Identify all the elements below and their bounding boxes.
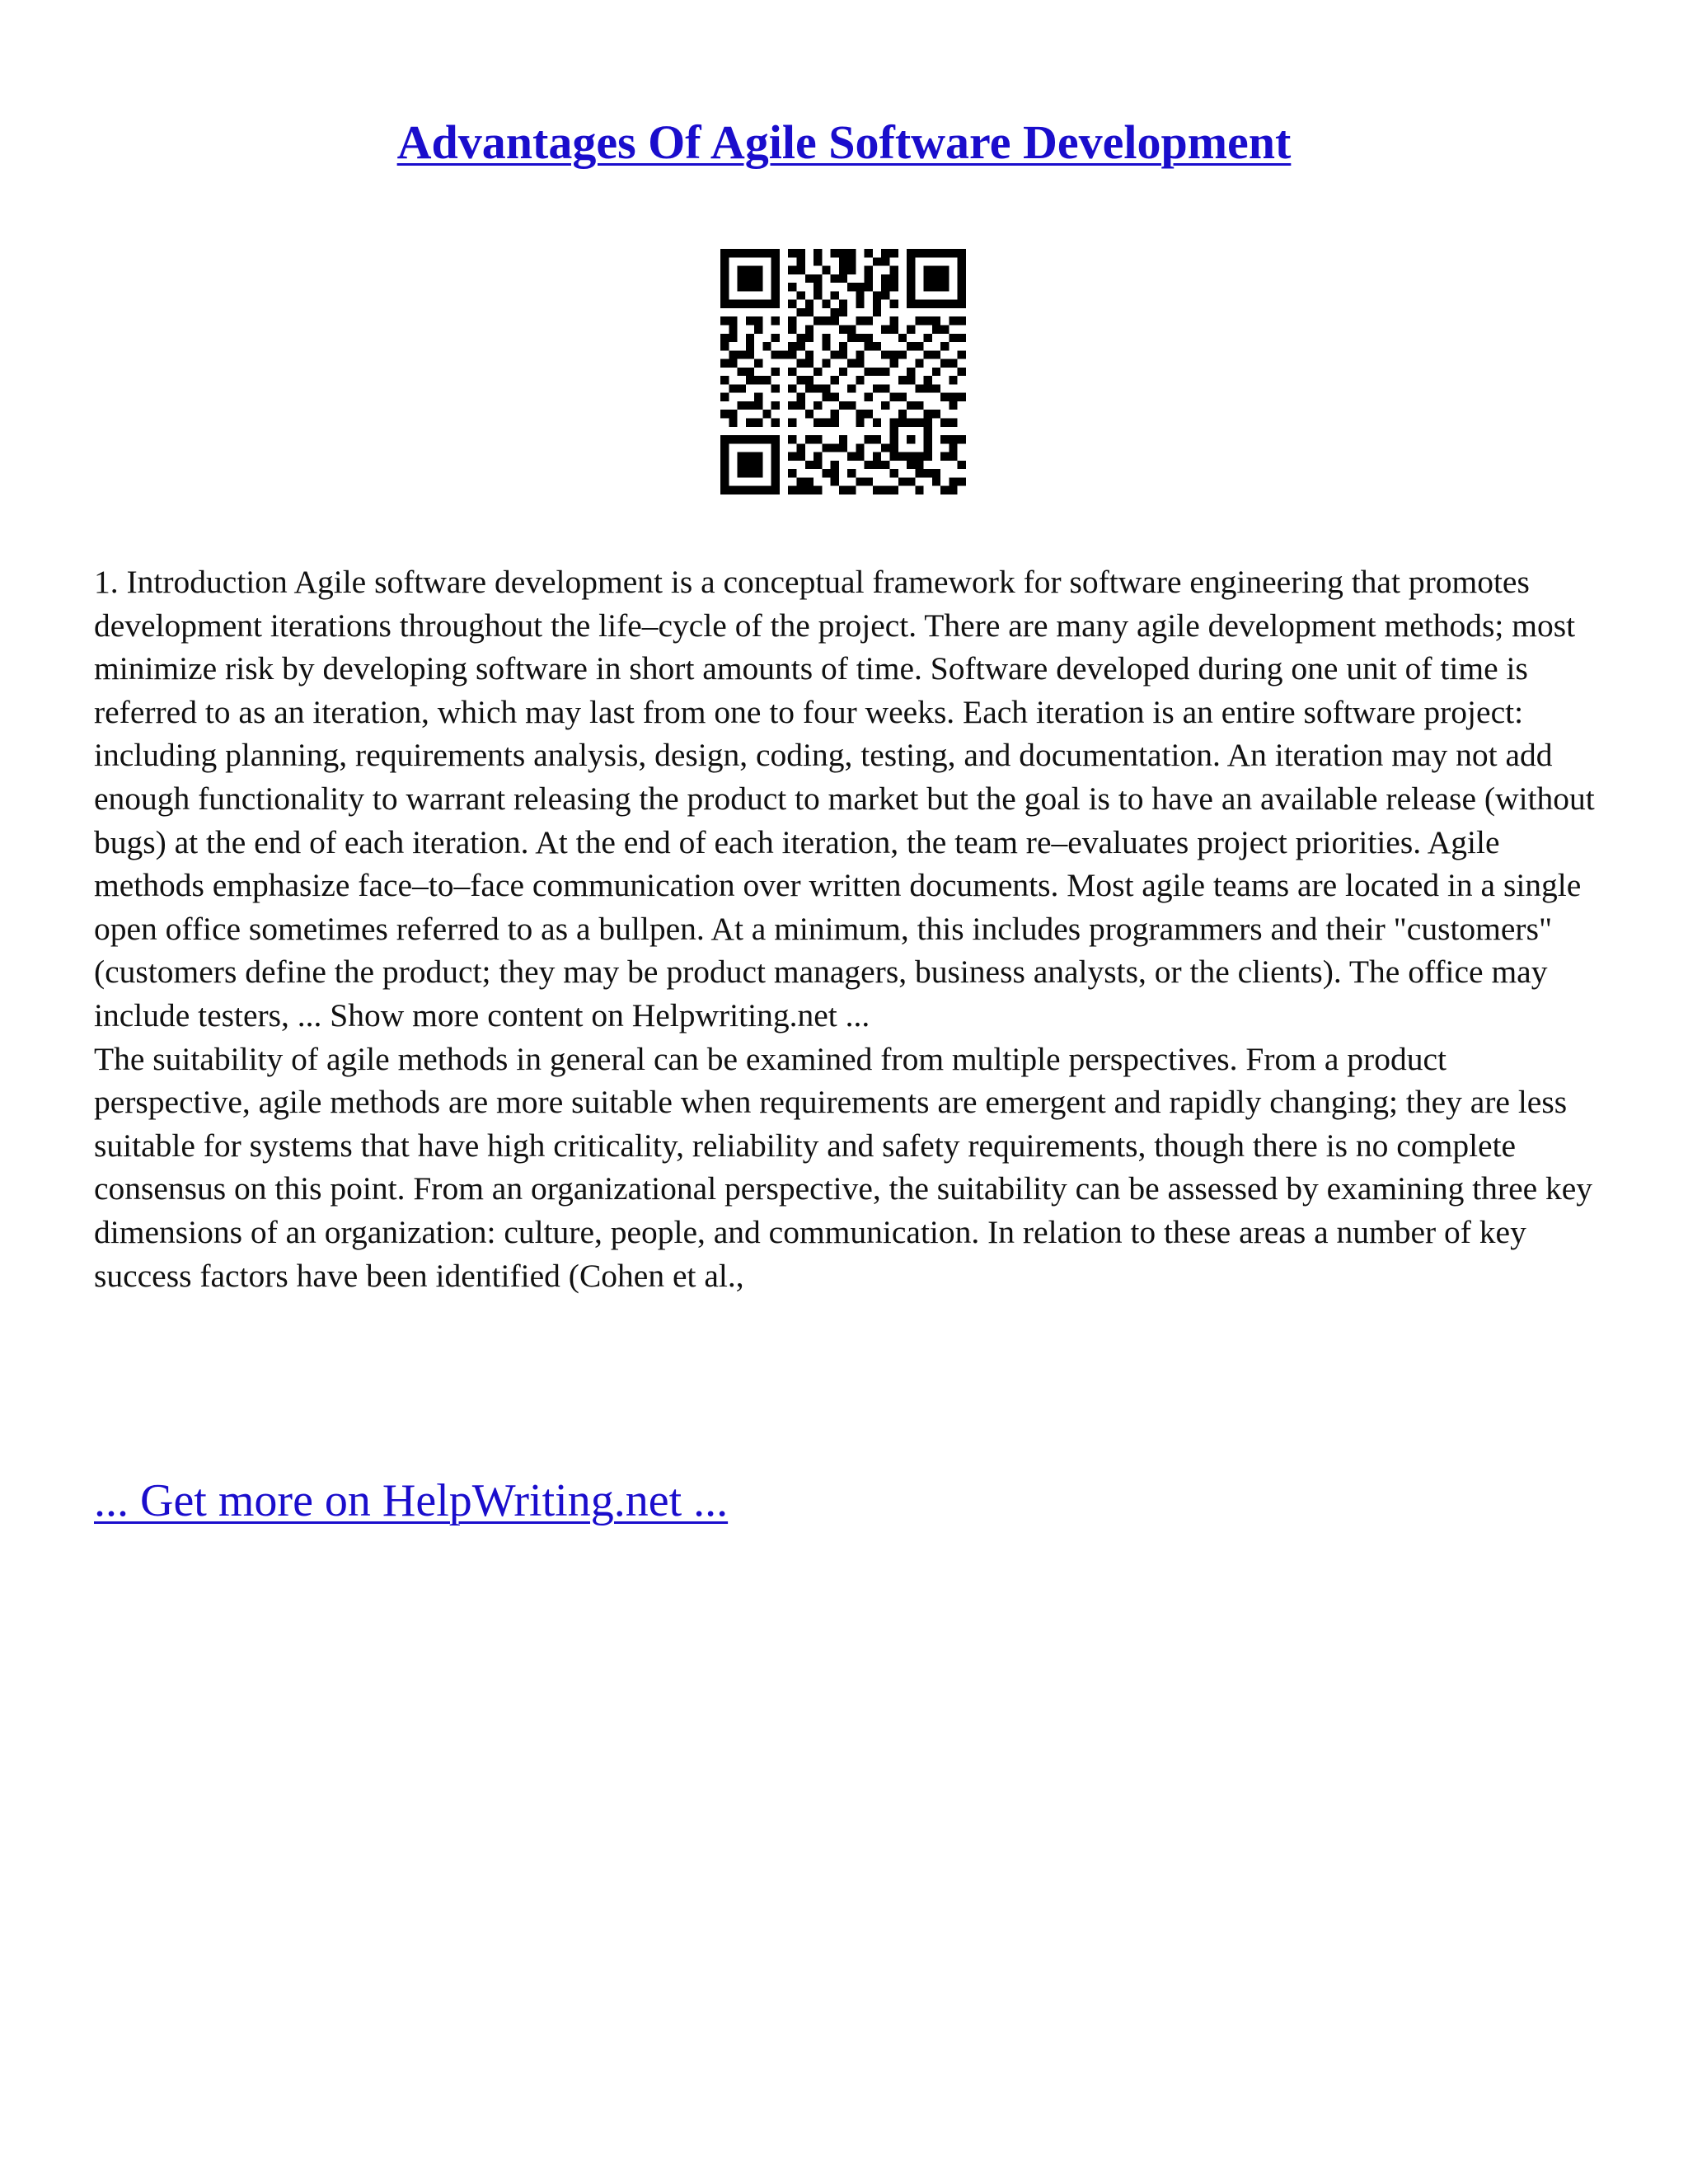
qr-code-icon: [720, 249, 966, 494]
document-title-link[interactable]: Advantages Of Agile Software Development: [396, 115, 1292, 169]
paragraph-suitability: The suitability of agile methods in general can be examined from multiple perspectives. From a product perspective, agile methods are more suitable when requirements are emergent and rapidly changing; they are less suitable for systems that have high criticality, reliability and safety requirements, though there is no complete consensus on this point. From an organizational perspective, the suitability can be assessed by examining three key dimensions of an organization: culture, people, and communication. In relation to these areas a number of key success factors have been identified (Cohen et al.,: [94, 1040, 1593, 1294]
paragraph-introduction: 1. Introduction Agile software development is a conceptual framework for software engineering that promotes development iterations throughout the life–cycle of the project. There are many agile development methods; most minimize risk by developing software in short amounts of time. Software developed during one unit of time is referred to as an iteration, which may last from one to four weeks. Each iteration is an entire software project: including planning, requirements analysis, design, coding, testing, and documentation. An iteration may not add enough functionality to warrant releasing the product to market but the goal is to have an available release (without bugs) at the end of each iteration. At the end of each iteration, the team re–evaluates project priorities. Agile methods emphasize face–to–face communication over written documents. Most agile teams are located in a single open office sometimes referred to as a bullpen. At a minimum, this includes programmers and their "customers" (customers define the product; they may be product managers, business analysts, or the clients). The office may include testers, ... Show more content on Helpwriting.net ...: [94, 564, 1595, 1033]
get-more-link[interactable]: ... Get more on HelpWriting.net ...: [94, 1475, 729, 1526]
article-body: [94, 560, 1602, 1297]
